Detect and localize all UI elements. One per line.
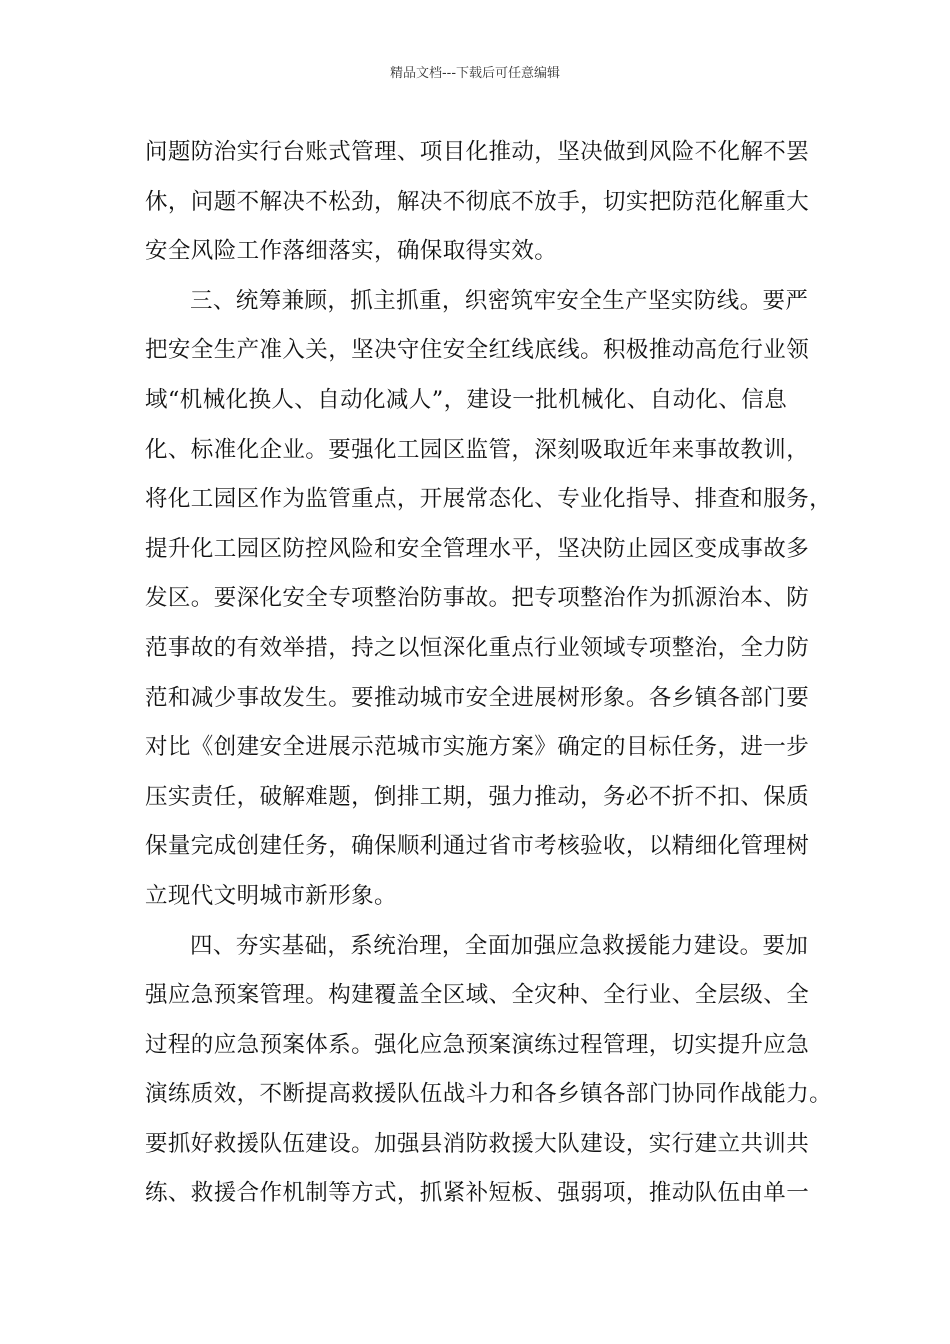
text-line: 立现代文明城市新形象。: [145, 882, 397, 909]
text-line: 范事故的有效举措，持之以恒深化重点行业领域专项整治，全力防: [145, 634, 810, 661]
text-line: 问题防治实行台账式管理、项目化推动，坚决做到风险不化解不罢: [145, 139, 810, 165]
text-line: 演练质效，不断提高救援队伍战斗力和各乡镇各部门协同作战能力。: [145, 1081, 833, 1108]
text-line: 安全风险工作落细落实，确保取得实效。: [145, 238, 558, 265]
paragraph-heading-line: 四、夯实基础，系统治理，全面加强应急救援能力建设。要加: [190, 932, 809, 959]
document-body: [145, 128, 833, 1219]
text-line: 域“机械化换人、自动化减人”，建设一批机械化、自动化、信息: [145, 386, 788, 413]
text-line: 休，问题不解决不松劲，解决不彻底不放手，切实把防范化解重大: [145, 188, 810, 215]
text-line: 要抓好救援队伍建设。加强县消防救援大队建设，实行建立共训共: [145, 1130, 810, 1157]
paragraph-heading-line: 三、统筹兼顾，抓主抓重，织密筑牢安全生产坚实防线。要严: [190, 287, 809, 314]
text-line: 范和减少事故发生。要推动城市安全进展树形象。各乡镇各部门要: [145, 684, 810, 711]
text-line: 压实责任，破解难题，倒排工期，强力推动，务必不折不扣、保质: [145, 783, 810, 810]
text-line: 将化工园区作为监管重点，开展常态化、专业化指导、排查和服务，: [145, 486, 833, 513]
text-line: 强应急预案管理。构建覆盖全区域、全灾种、全行业、全层级、全: [145, 982, 810, 1009]
text-line: 发区。要深化安全专项整治防事故。把专项整治作为抓源治本、防: [145, 585, 810, 612]
text-line: 提升化工园区防控风险和安全管理水平，坚决防止园区变成事故多: [145, 535, 810, 562]
text-line: 化、标准化企业。要强化工园区监管，深刻吸取近年来事故教训，: [145, 436, 810, 463]
text-line: 过程的应急预案体系。强化应急预案演练过程管理，切实提升应急: [145, 1031, 810, 1058]
text-line: 对比《创建安全进展示范城市实施方案》确定的目标任务，进一步: [145, 734, 810, 761]
text-line: 把安全生产准入关，坚决守住安全红线底线。积极推动高危行业领: [145, 337, 810, 364]
text-line: 练、救援合作机制等方式，抓紧补短板、强弱项，推动队伍由单一: [145, 1180, 810, 1207]
page-header: 精品文档---下载后可任意编辑: [389, 66, 561, 81]
text-line: 保量完成创建任务，确保顺利通过省市考核验收，以精细化管理树: [145, 833, 810, 860]
